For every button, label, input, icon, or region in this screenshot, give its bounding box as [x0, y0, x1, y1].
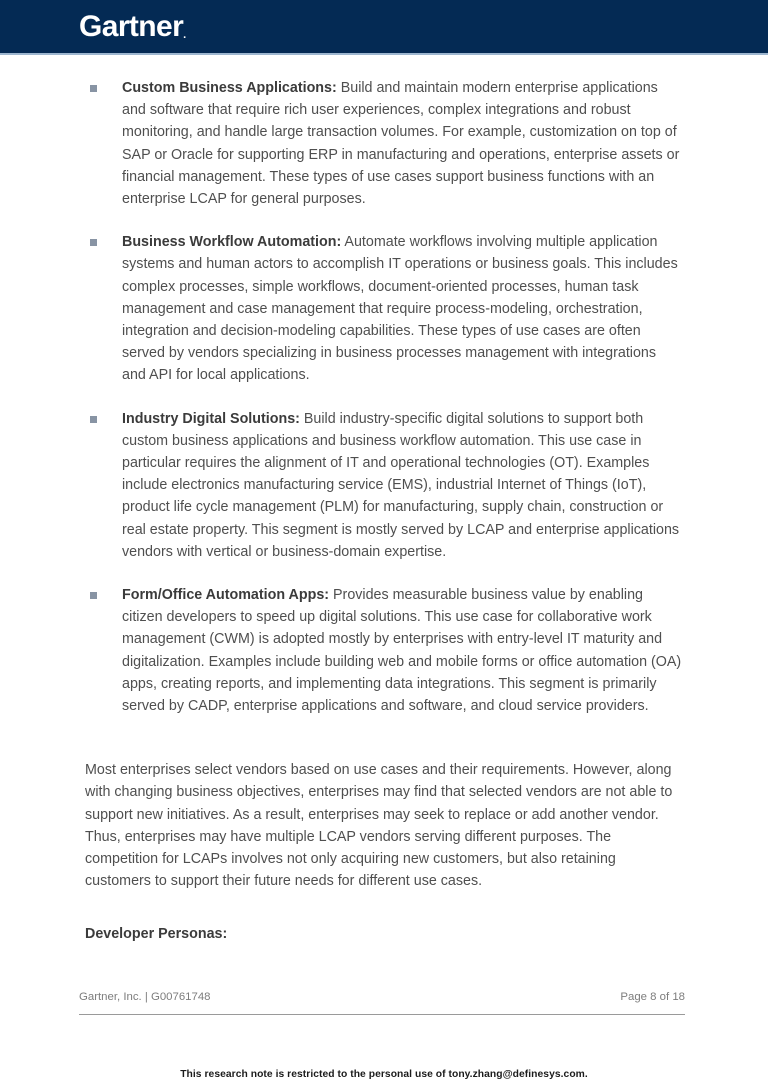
use-case-bullet-list [85, 55, 683, 717]
square-bullet-icon [90, 85, 97, 92]
list-item [85, 584, 683, 717]
gartner-logo [79, 8, 186, 52]
list-item [85, 231, 683, 386]
content-column [85, 55, 683, 945]
page-footer [79, 991, 685, 1015]
bullet-lead-label: Form/Office Automation Apps: [122, 587, 330, 604]
bullet-body-text: Automate workflows involving multiple application systems and human actors to accomplish IT operations or business goals. This includes complex processes, simple workflows, document-oriented processes, human task management and case management that require process-modeling, orchestration, integration and decision-modeling capabilities. These types of use cases are often served by vendors specializing in business processes management with integrations and API for local applications. [122, 234, 678, 384]
footer-document-id: Gartner, Inc. | G00761748 [79, 991, 211, 1003]
list-item [85, 408, 683, 563]
bullet-lead-label: Custom Business Applications: [122, 80, 337, 96]
usage-restriction-notice: This research note is restricted to the personal use of tony.zhang@definesys.com. [180, 1069, 588, 1080]
bullet-body-text: Provides measurable business value by enabling citizen developers to speed up digital solutions. This use case for collaborative work management (CWM) is adopted mostly by enterprises with entry-level IT maturity and digitalization. Examples include building web and mobile forms or office automation (OA) apps, creating reports, and implementing data integrations. This segment is primarily served by CADP, enterprise applications and software, and cloud service providers. [122, 587, 682, 715]
closing-paragraph: Most enterprises select vendors based on use cases and their requirements. However, along with changing business objectives, enterprises may find that selected vendors are not able to support new initiatives. As a result, enterprises may seek to replace or add another vendor. Thus, enterprises may have multiple LCAP vendors serving different purposes. The competition for LCAPs involves not only acquiring new customers, but also retaining customers to support their future needs for different use cases. [85, 762, 673, 890]
bullet-lead-label: Business Workflow Automation: [122, 234, 342, 251]
page-header-banner [0, 0, 768, 55]
bullet-body-text: Build and maintain modern enterprise applications and software that require rich user experiences, complex integrations and robust monitoring, and handle large transaction volumes. For example, customization on top of SAP or Oracle for supporting ERP in manufacturing and operations, enterprise assets or financial management. These types of use cases support business functions with an enterprise LCAP for general purposes. [122, 80, 680, 208]
registered-trademark-icon: . [183, 29, 186, 41]
bullet-lead-label: Industry Digital Solutions: [122, 410, 300, 427]
section-subheading: Developer Personas: [85, 925, 228, 942]
gartner-logo-text: Gartner [79, 10, 184, 43]
square-bullet-icon [90, 416, 97, 423]
square-bullet-icon [90, 239, 97, 246]
bullet-body-text: Build industry-specific digital solutions to support both custom business applications and business workflow automation. This use case in particular requires the alignment of IT and operational technologies (OT). Examples include electronics manufacturing service (EMS), industrial Internet of Things (IoT), product life cycle management (PLM) for manufacturing, supply chain, construction or real estate property. This segment is mostly served by LCAP and enterprise applications vendors with vertical or business-domain expertise. [122, 410, 680, 560]
list-item [85, 77, 683, 210]
footer-row [79, 991, 685, 1014]
footer-divider [79, 1014, 685, 1015]
square-bullet-icon [90, 592, 97, 599]
footer-page-number: Page 8 of 18 [620, 991, 685, 1003]
page-body [0, 55, 768, 945]
